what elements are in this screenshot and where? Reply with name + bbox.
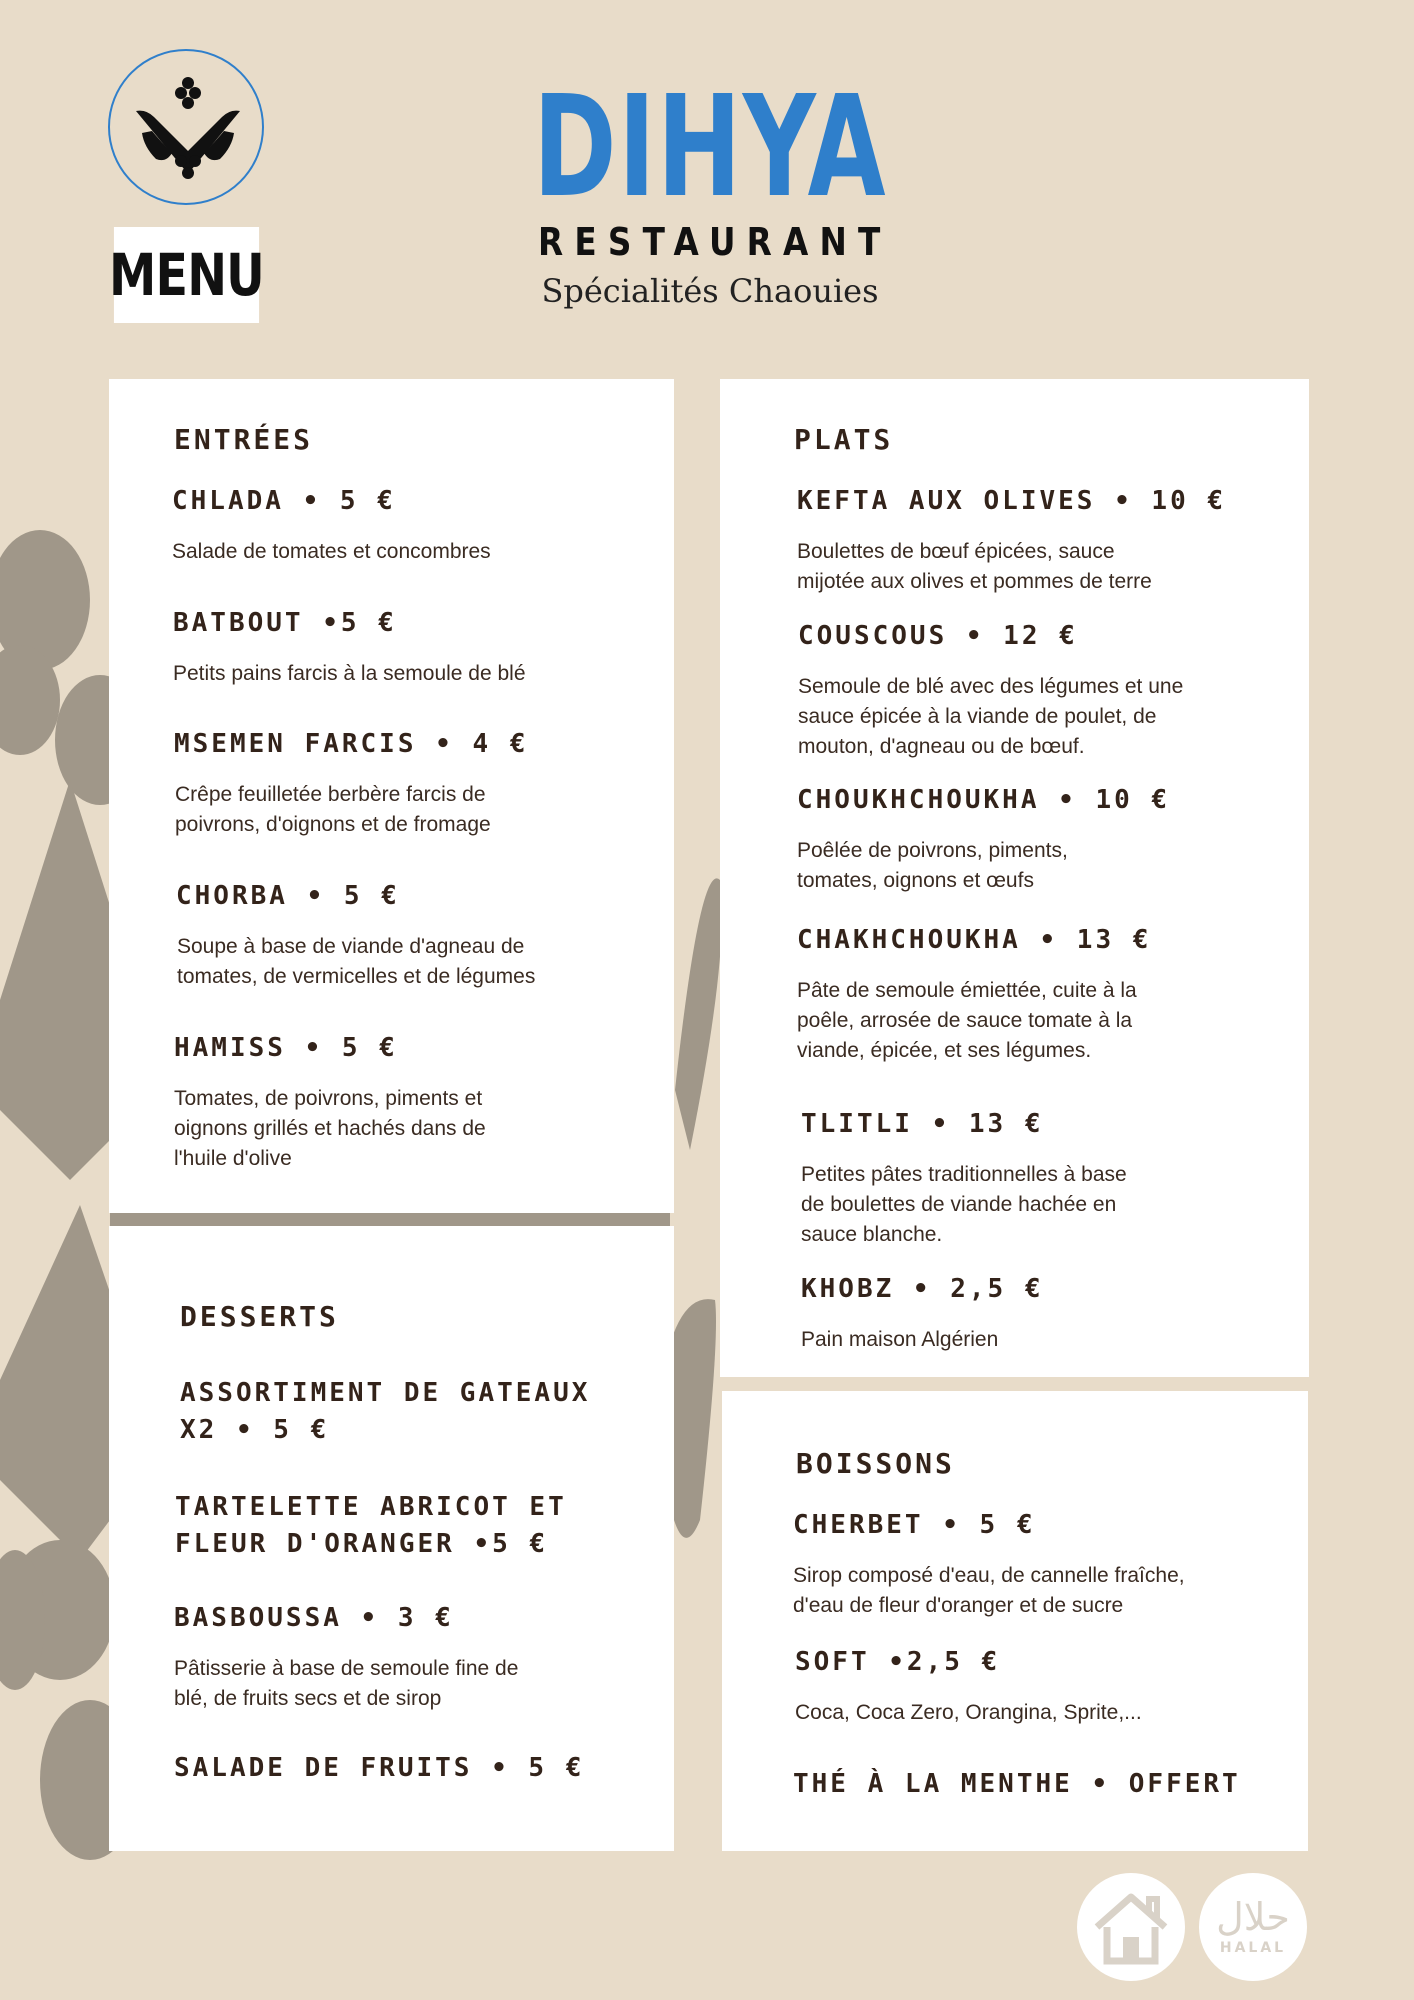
item-title: CHORBA • 5 € [176, 881, 400, 911]
section-title-boissons: BOISSONS [796, 1447, 955, 1480]
item-title: X2 • 5 € [180, 1415, 330, 1445]
item-description: mijotée aux olives et pommes de terre [797, 570, 1152, 593]
halal-icon: حلال [1216, 1895, 1290, 1939]
item-description: Poêlée de poivrons, piments, [797, 839, 1068, 862]
brand-name: DIHYA [532, 66, 888, 229]
item-description: Crêpe feuilletée berbère farcis de [175, 783, 486, 806]
item-description: Coca, Coca Zero, Orangina, Sprite,... [795, 1701, 1142, 1724]
item-description: l'huile d'olive [174, 1147, 292, 1170]
home-badge [1077, 1873, 1185, 1981]
item-title: CHLADA • 5 € [172, 486, 396, 516]
item-title: TLITLI • 13 € [801, 1109, 1044, 1139]
item-title: KEFTA AUX OLIVES • 10 € [797, 486, 1227, 516]
item-title: HAMISS • 5 € [174, 1033, 398, 1063]
item-description: Petites pâtes traditionnelles à base [801, 1163, 1127, 1186]
item-description: d'eau de fleur d'oranger et de sucre [793, 1594, 1124, 1617]
item-title: CHAKHCHOUKHA • 13 € [797, 925, 1152, 955]
tagline: Spécialités Chaouies [541, 272, 879, 310]
item-title: THÉ À LA MENTHE • OFFERT [793, 1769, 1241, 1799]
item-title: SOFT •2,5 € [795, 1647, 1001, 1677]
item-description: Pâte de semoule émiettée, cuite à la [797, 979, 1137, 1002]
item-description: Tomates, de poivrons, piments et [174, 1087, 483, 1110]
item-title: CHOUKHCHOUKHA • 10 € [797, 785, 1171, 815]
desserts-panel [109, 1226, 674, 1851]
item-title: ASSORTIMENT DE GATEAUX [180, 1378, 591, 1408]
item-description: sauce blanche. [801, 1223, 943, 1246]
logo-badge [108, 49, 264, 205]
item-description: Sirop composé d'eau, de cannelle fraîche, [793, 1564, 1185, 1587]
item-description: Pâtisserie à base de semoule fine de [174, 1657, 519, 1680]
section-title-plats: PLATS [794, 423, 894, 456]
item-description: viande, épicée, et ses légumes. [797, 1039, 1092, 1062]
item-description: blé, de fruits secs et de sirop [174, 1687, 442, 1710]
item-title: COUSCOUS • 12 € [798, 621, 1078, 651]
item-description: tomates, oignons et œufs [797, 869, 1034, 892]
item-description: Salade de tomates et concombres [172, 540, 491, 563]
item-title: FLEUR D'ORANGER •5 € [175, 1529, 549, 1559]
section-title-desserts: DESSERTS [180, 1300, 339, 1333]
brand-subtitle: RESTAURANT [538, 220, 892, 264]
item-description: tomates, de vermicelles et de légumes [177, 965, 536, 988]
item-description: poêle, arrosée de sauce tomate à la [797, 1009, 1133, 1032]
item-description: de boulettes de viande hachée en [801, 1193, 1117, 1216]
item-description: mouton, d'agneau ou de bœuf. [798, 735, 1085, 758]
plats-panel [720, 379, 1309, 1377]
item-description: sauce épicée à la viande de poulet, de [798, 705, 1157, 728]
halal-badge [1199, 1873, 1307, 1981]
item-title: CHERBET • 5 € [793, 1510, 1036, 1540]
item-description: poivrons, d'oignons et de fromage [175, 813, 491, 836]
item-description: Petits pains farcis à la semoule de blé [173, 662, 526, 685]
item-description: Semoule de blé avec des légumes et une [798, 675, 1184, 698]
boissons-panel [722, 1391, 1308, 1851]
item-title: MSEMEN FARCIS • 4 € [174, 729, 529, 759]
home-icon [1091, 1887, 1171, 1967]
item-description: Pain maison Algérien [801, 1328, 999, 1351]
item-title: SALADE DE FRUITS • 5 € [174, 1753, 585, 1783]
entrees-panel [109, 379, 674, 1213]
item-description: Soupe à base de viande d'agneau de [177, 935, 525, 958]
item-title: BATBOUT •5 € [173, 608, 397, 638]
menu-label: MENU [114, 227, 259, 323]
item-description: Boulettes de bœuf épicées, sauce [797, 540, 1115, 563]
halal-label: HALAL [1219, 1940, 1287, 1956]
item-title: KHOBZ • 2,5 € [801, 1274, 1044, 1304]
item-description: oignons grillés et hachés dans de [174, 1117, 486, 1140]
berber-crown-logo-icon [132, 73, 244, 185]
section-title-entrees: ENTRÉES [174, 423, 314, 456]
item-title: TARTELETTE ABRICOT ET [175, 1492, 567, 1522]
item-title: BASBOUSSA • 3 € [174, 1603, 454, 1633]
